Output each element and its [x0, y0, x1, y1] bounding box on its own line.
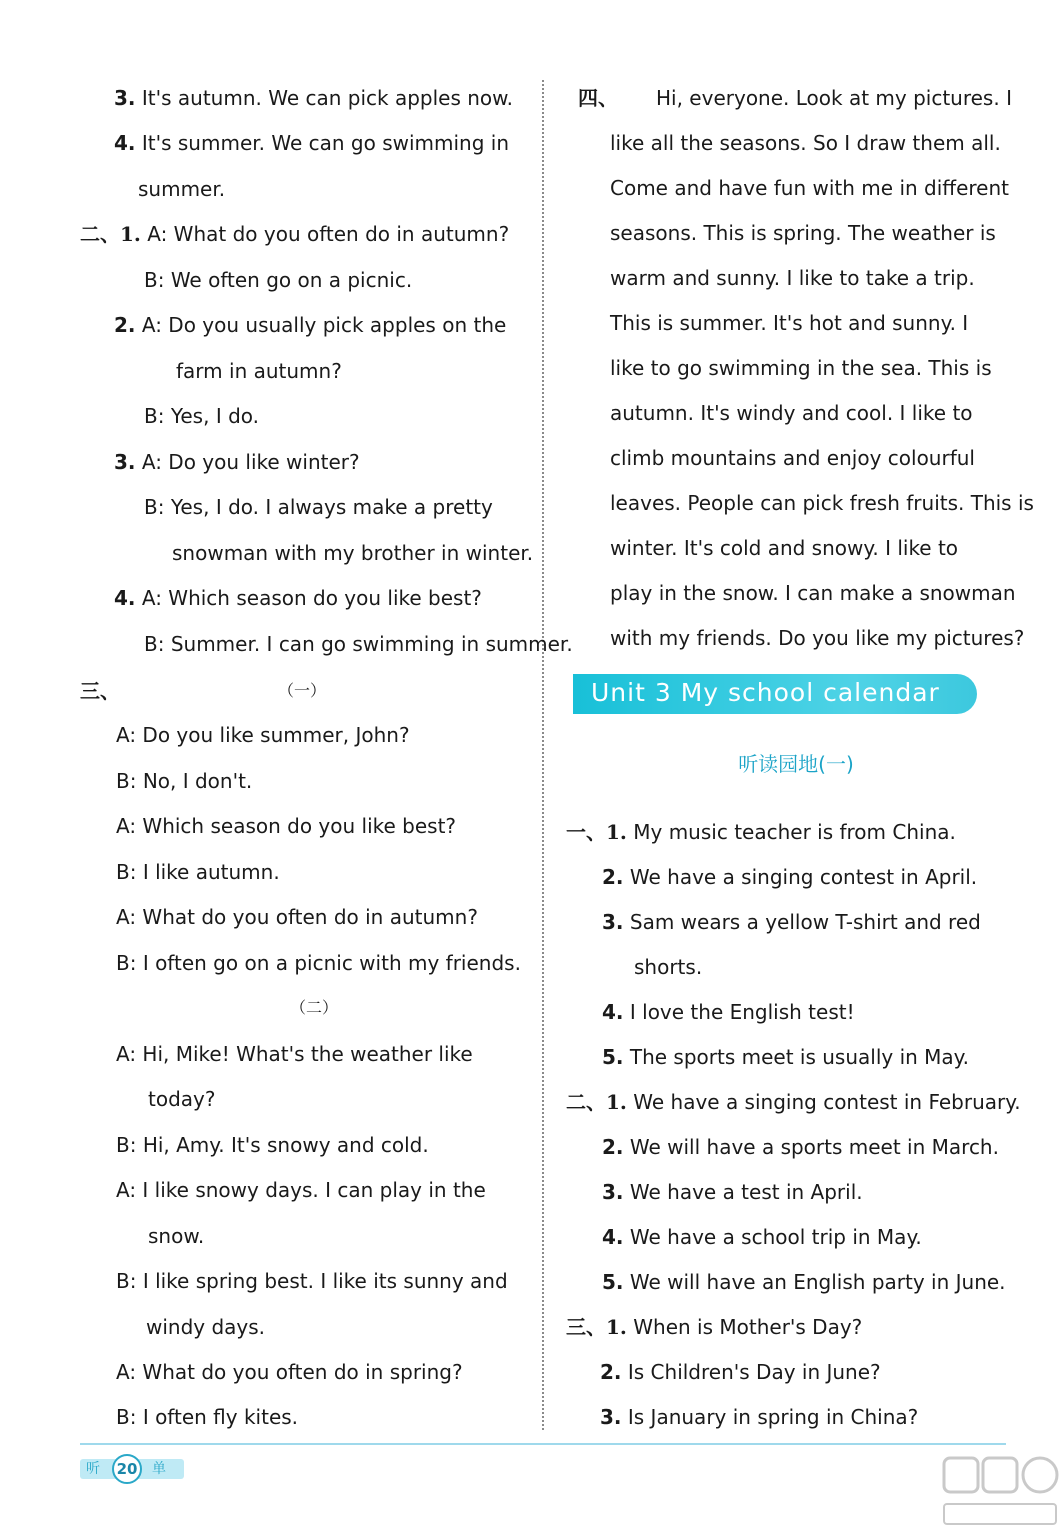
watermark-box [944, 1458, 978, 1492]
left-line: 4. It's summer. We can go swimming in [114, 131, 510, 155]
page-badge-left-glyph: 听 [86, 1461, 100, 1477]
watermark-circle [1023, 1458, 1057, 1492]
left-line: snowman with my brother in winter. [172, 541, 534, 565]
left-line: today? [148, 1087, 216, 1111]
footer-rule [80, 1443, 1006, 1445]
watermark-logo [940, 1452, 1060, 1532]
right-line: 2. Is Children's Day in June? [600, 1360, 881, 1384]
passage-line: Hi, everyone. Look at my pictures. I [656, 86, 1012, 110]
right-line: 4. We have a school trip in May. [602, 1225, 922, 1249]
part-label: （二） [290, 998, 339, 1017]
right-line: shorts. [634, 955, 703, 979]
passage-line: warm and sunny. I like to take a trip. [610, 266, 975, 290]
left-line: 二、1. A: What do you often do in autumn? [80, 222, 510, 246]
column-divider [542, 80, 544, 1430]
page-number: 20 [112, 1454, 142, 1484]
right-line: 2. We have a singing contest in April. [602, 865, 978, 889]
passage-line: autumn. It's windy and cool. I like to [610, 401, 973, 425]
left-line: B: No, I don't. [116, 769, 253, 793]
unit-banner-title: Unit 3 My school calendar [591, 678, 940, 707]
left-line: snow. [148, 1224, 205, 1248]
right-line: 一、1. My music teacher is from China. [566, 820, 956, 844]
left-line: A: Which season do you like best? [116, 814, 457, 838]
left-line: B: Yes, I do. I always make a pretty [144, 495, 493, 519]
left-line: farm in autumn? [176, 359, 342, 383]
left-line: 4. A: Which season do you like best? [114, 586, 482, 610]
left-line: B: Hi, Amy. It's snowy and cold. [116, 1133, 429, 1157]
left-line: A: What do you often do in autumn? [116, 905, 478, 929]
part-label: （一） [278, 681, 327, 700]
right-line: 2. We will have a sports meet in March. [602, 1135, 999, 1159]
left-line: B: Summer. I can go swimming in summer. [144, 632, 573, 656]
right-line: 3. Is January in spring in China? [600, 1405, 919, 1429]
passage-line: seasons. This is spring. The weather is [610, 221, 996, 245]
passage-line: This is summer. It's hot and sunny. I [610, 311, 969, 335]
watermark-url-box [944, 1504, 1056, 1524]
section-heading: 四、 [578, 86, 618, 110]
passage-line: like to go swimming in the sea. This is [610, 356, 992, 380]
right-line: 3. We have a test in April. [602, 1180, 863, 1204]
right-line: 二、1. We have a singing contest in February. [566, 1090, 1021, 1114]
passage-line: climb mountains and enjoy colourful [610, 446, 975, 470]
left-line: B: I like autumn. [116, 860, 280, 884]
left-line: B: I often go on a picnic with my friends. [116, 951, 521, 975]
left-line: windy days. [146, 1315, 266, 1339]
right-line: 3. Sam wears a yellow T-shirt and red [602, 910, 981, 934]
left-line: summer. [138, 177, 226, 201]
unit-banner [573, 674, 977, 714]
section-title: 听读园地(一) [738, 752, 854, 776]
left-line: A: Hi, Mike! What's the weather like [116, 1042, 473, 1066]
passage-line: Come and have fun with me in different [610, 176, 1009, 200]
left-line: B: We often go on a picnic. [144, 268, 413, 292]
right-line: 三、1. When is Mother's Day? [566, 1315, 863, 1339]
left-line: 3. A: Do you like winter? [114, 450, 360, 474]
section-heading: 三、 [80, 679, 120, 703]
left-line: B: I often fly kites. [116, 1405, 299, 1429]
right-line: 5. We will have an English party in June. [602, 1270, 1006, 1294]
left-line: B: I like spring best. I like its sunny and [116, 1269, 508, 1293]
watermark-box [983, 1458, 1017, 1492]
right-line: 4. I love the English test! [602, 1000, 855, 1024]
passage-line: like all the seasons. So I draw them all. [610, 131, 1001, 155]
right-line: 5. The sports meet is usually in May. [602, 1045, 970, 1069]
page-badge [80, 1454, 184, 1484]
left-line: B: Yes, I do. [144, 404, 260, 428]
left-line: A: Do you like summer, John? [116, 723, 410, 747]
left-line: 2. A: Do you usually pick apples on the [114, 313, 507, 337]
passage-line: leaves. People can pick fresh fruits. This is [610, 491, 1034, 515]
left-line: A: What do you often do in spring? [116, 1360, 463, 1384]
left-line: A: I like snowy days. I can play in the [116, 1178, 486, 1202]
left-line: 3. It's autumn. We can pick apples now. [114, 86, 514, 110]
page-badge-right-glyph: 单 [152, 1461, 166, 1477]
passage-line: with my friends. Do you like my pictures? [610, 626, 1025, 650]
passage-line: play in the snow. I can make a snowman [610, 581, 1016, 605]
passage-line: winter. It's cold and snowy. I like to [610, 536, 959, 560]
